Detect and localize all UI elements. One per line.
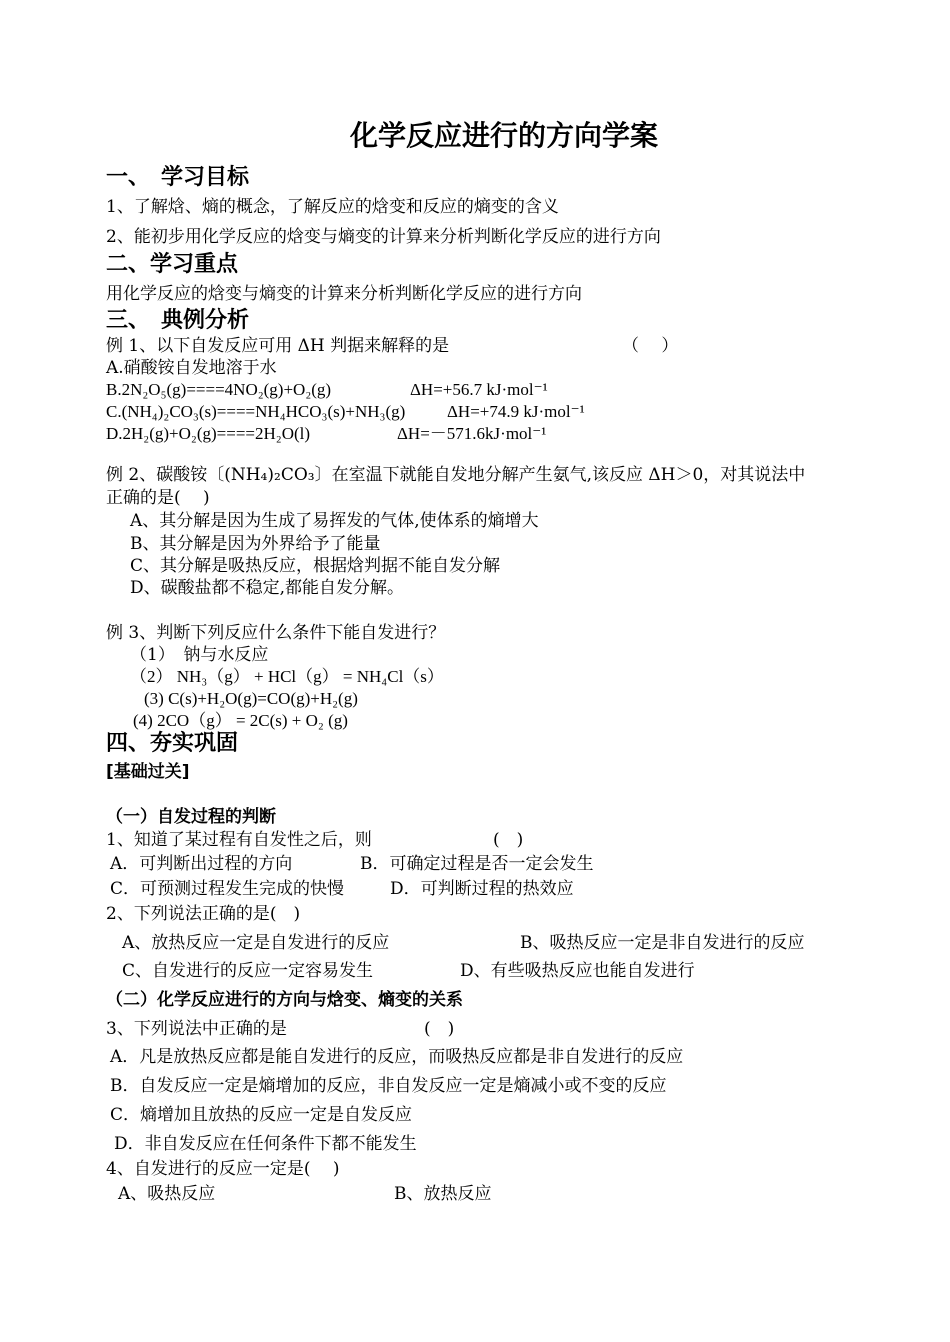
part-2-heading: （二）化学反应进行的方向与焓变、熵变的关系	[106, 990, 463, 1010]
question-3-option: D．非自发反应在任何条件下都不能发生	[114, 1134, 417, 1154]
answer-parentheses: （ ）	[622, 336, 679, 356]
section-heading-consolidation: 四、夯实巩固	[106, 731, 239, 756]
example-2-stem-continued: 正确的是( )	[106, 488, 210, 508]
question-4-option-b: B、放热反应	[394, 1184, 492, 1204]
question-2-option-d: D、有些吸热反应也能自发进行	[460, 961, 695, 981]
example-3-item: （1） 钠与水反应	[130, 645, 269, 665]
example-1-option-b-equation: B.2N₂O₅(g)====4NO₂(g)+O₂(g)	[106, 380, 332, 399]
example-3-item: (3) C(s)+H₂O(g)=CO(g)+H₂(g)	[144, 689, 358, 708]
answer-parentheses: ( )	[424, 1019, 455, 1039]
example-3-stem: 例 3、判断下列反应什么条件下能自发进行？	[106, 623, 446, 643]
section-heading-examples: 三、 典例分析	[106, 308, 250, 333]
question-1: 1、知道了某过程有自发性之后，则	[106, 830, 372, 850]
example-2-option: C、其分解是吸热反应，根据焓判据不能自发分解	[130, 556, 501, 576]
example-1-option-d-enthalpy: ΔH=－571.6kJ·mol⁻¹	[397, 424, 547, 443]
example-1-option-c-enthalpy: ΔH=+74.9 kJ·mol⁻¹	[447, 402, 585, 421]
objective-item: 1、了解焓、熵的概念，了解反应的焓变和反应的熵变的含义	[106, 197, 559, 217]
example-2-option: A、其分解是因为生成了易挥发的气体,使体系的熵增大	[130, 511, 539, 531]
answer-parentheses: ( )	[493, 830, 524, 850]
focus-text: 用化学反应的焓变与熵变的计算来分析判断化学反应的进行方向	[106, 284, 582, 304]
basic-practice-label: [基础过关]	[106, 762, 190, 782]
part-1-heading: （一）自发过程的判断	[106, 807, 276, 827]
question-3-option: C．熵增加且放热的反应一定是自发反应	[110, 1105, 413, 1125]
example-3-item: （2） NH₃（g） + HCl（g） = NH₄Cl（s）	[130, 667, 444, 686]
example-1-option-b-enthalpy: ΔH=+56.7 kJ·mol⁻¹	[410, 380, 548, 399]
question-4-option-a: A、吸热反应	[118, 1184, 216, 1204]
example-2-option: B、其分解是因为外界给予了能量	[130, 534, 381, 554]
page-title: 化学反应进行的方向学案	[350, 119, 659, 152]
example-3-item: (4) 2CO（g） = 2C(s) + O₂ (g)	[133, 711, 348, 730]
question-2-option-a: A、放热反应一定是自发进行的反应	[122, 933, 390, 953]
question-1-option-d: D．可判断过程的热效应	[390, 879, 574, 899]
example-2-option: D、碳酸盐都不稳定,都能自发分解。	[130, 578, 405, 598]
question-2-option-c: C、自发进行的反应一定容易发生	[122, 961, 374, 981]
section-heading-objectives: 一、 学习目标	[106, 165, 250, 190]
question-2-option-b: B、吸热反应一定是非自发进行的反应	[520, 933, 805, 953]
question-3: 3、下列说法中正确的是	[106, 1019, 287, 1039]
question-1-option-a: A．可判断出过程的方向	[110, 854, 293, 874]
example-1-option-d-equation: D.2H₂(g)+O₂(g)====2H₂O(l)	[106, 424, 311, 443]
example-1-option-c-equation: C.(NH₄)₂CO₃(s)====NH₄HCO₃(s)+NH₃(g)	[106, 402, 406, 421]
question-1-option-b: B．可确定过程是否一定会发生	[360, 854, 594, 874]
question-2: 2、下列说法正确的是( )	[106, 904, 301, 924]
example-2-stem: 例 2、碳酸铵〔(NH₄)₂CO₃〕在室温下就能自发地分解产生氨气,该反应 ΔH＞0，对其说法中	[106, 465, 806, 485]
section-heading-focus: 二、学习重点	[106, 252, 239, 277]
example-1-stem: 例 1、以下自发反应可用 ΔH 判据来解释的是	[106, 336, 450, 356]
example-1-option-a: A.硝酸铵自发地溶于水	[106, 358, 277, 378]
question-1-option-c: C．可预测过程发生完成的快慢	[110, 879, 345, 899]
question-4: 4、自发进行的反应一定是( )	[106, 1159, 340, 1179]
objective-item: 2、能初步用化学反应的焓变与熵变的计算来分析判断化学反应的进行方向	[106, 227, 661, 247]
question-3-option: A．凡是放热反应都是能自发进行的反应，而吸热反应都是非自发进行的反应	[110, 1047, 684, 1067]
question-3-option: B．自发反应一定是熵增加的反应，非自发反应一定是熵减小或不变的反应	[110, 1076, 667, 1096]
